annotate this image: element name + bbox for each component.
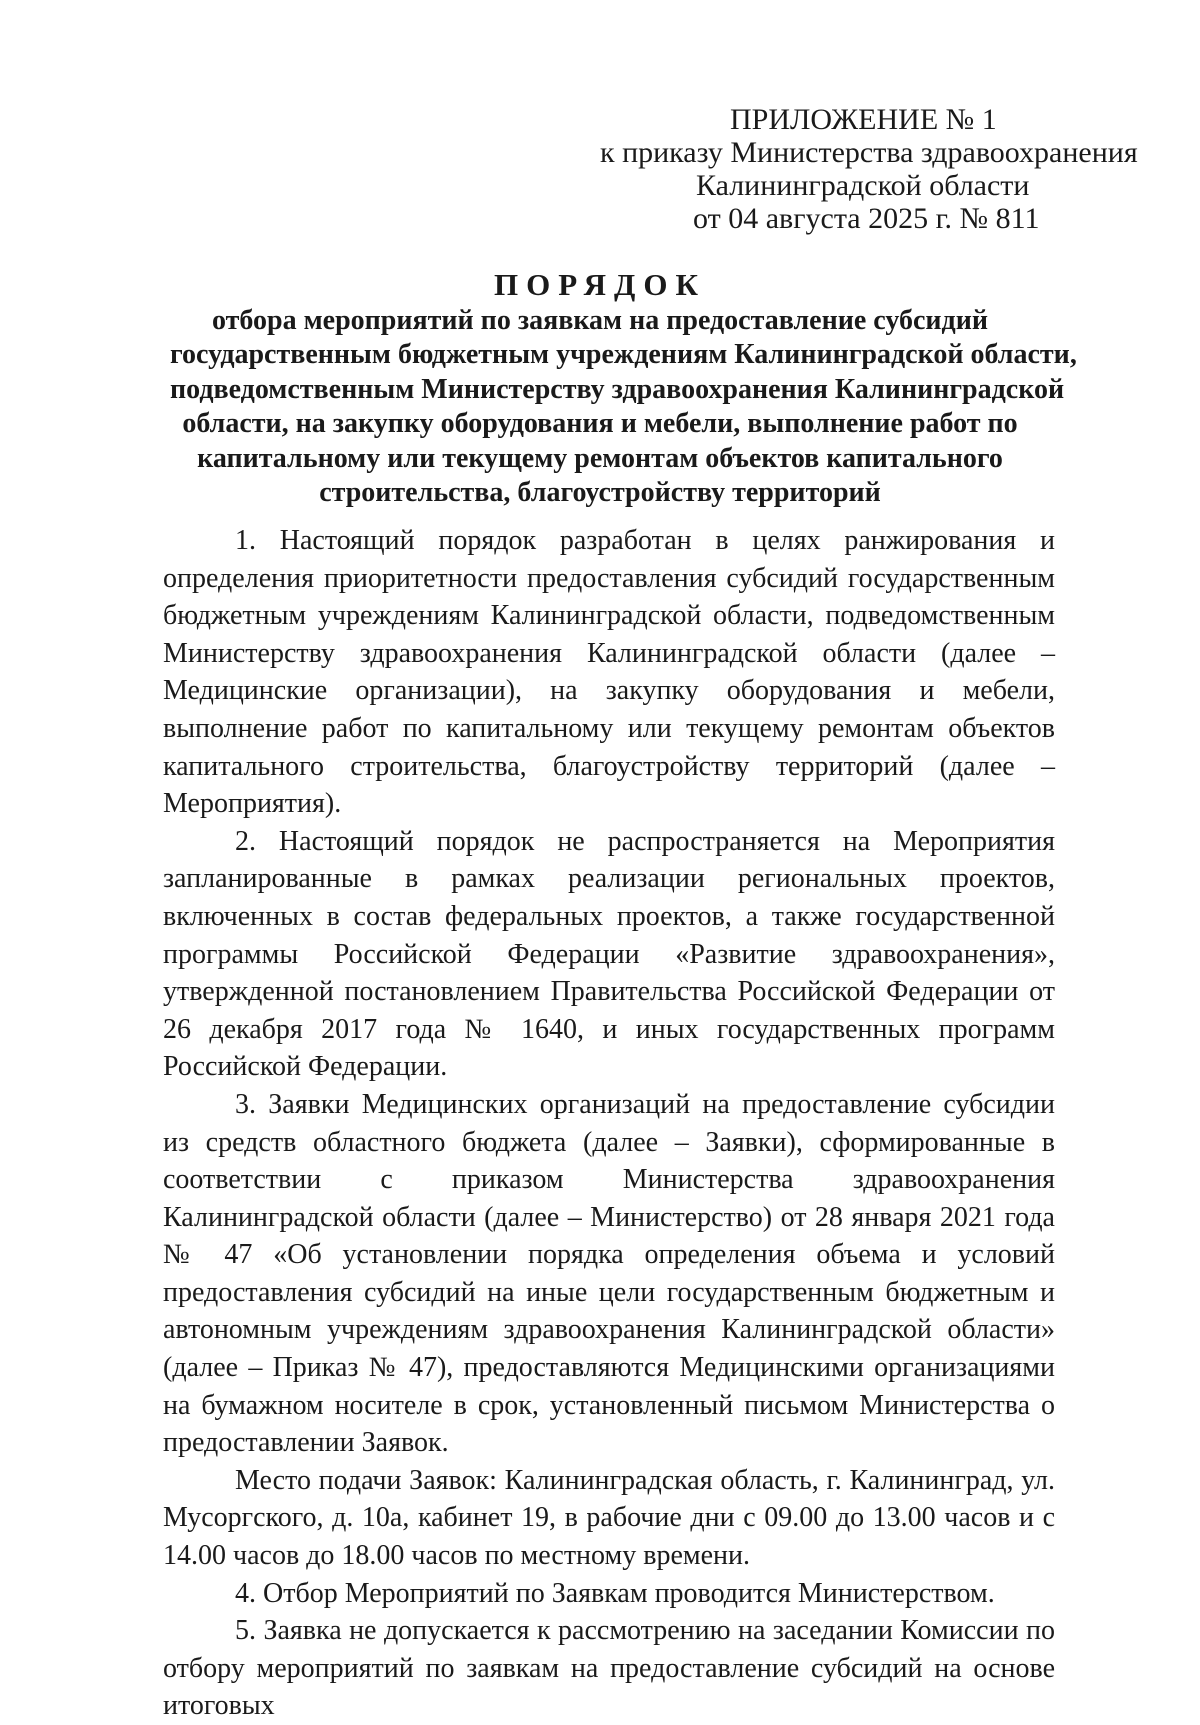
- appendix-region: Калининградской области: [696, 169, 1030, 202]
- document-body: [163, 522, 1055, 1725]
- subtitle-line: капитальному или текущему ремонтам объектов капитального: [197, 442, 1003, 474]
- appendix-number: ПРИЛОЖЕНИЕ № 1: [730, 103, 997, 136]
- subtitle-line: отбора мероприятий по заявкам на предоставление субсидий: [212, 305, 988, 336]
- document-subtitle: [170, 304, 1077, 510]
- paragraph-5: 5. Заявка не допускается к рассмотрению на заседании Комиссии по отбору мероприятий по заявкам на предоставление субсидий на основе итоговых: [163, 1615, 1055, 1722]
- paragraph-address: Место подачи Заявок: Калининградская область, г. Калининград, ул. Мусоргского, д. 10а, кабинет 19, в рабочие дни с 09.00 до 13.00 часов и с 14.00 часов до 18.00 часов по местному времени.: [163, 1464, 1055, 1572]
- appendix-date: от 04 августа 2025 г. № 811: [693, 202, 1040, 235]
- subtitle-line: области, на закупку оборудования и мебели, выполнение работ по: [182, 408, 1018, 440]
- paragraph-2: 2. Настоящий порядок не распространяется на Мероприятия запланированные в рамках реализации региональных проектов, включенных в состав федеральных проектов, а также государственной программы Российской Федерации «Развитие здравоохранения», утвержденной постановлением Правительства Российской Федерации от 26 декабря 2017 года № 1640, и иных государственных программ Российской Федерации.: [163, 825, 1055, 1083]
- appendix-header: [600, 103, 1138, 235]
- paragraph-3: 3. Заявки Медицинских организаций на предоставление субсидии из средств областного бюджета (далее – Заявки), сформированные в соответствии с приказом Министерства здравоохранения Калининградской области (далее – Министерство) от 28 января 2021 года № 47 «Об установлении порядка определения объема и условий предоставления субсидий на иные цели государственным бюджетным и автономным учреждениям здравоохранения Калининградской области» (далее – Приказ № 47), предоставляются Медицинскими организациями на бумажном носителе в срок, установленный письмом Министерства о предоставлении Заявок.: [163, 1088, 1055, 1459]
- appendix-order-reference: к приказу Министерства здравоохранения: [600, 136, 1138, 169]
- paragraph-1: 1. Настоящий порядок разработан в целях ранжирования и определения приоритетности предоставления субсидий государственным бюджетным учреждениям Калининградской области, подведомственным Министерству здравоохранения Калининградской области (далее – Медицинские организации), на закупку оборудования и мебели, выполнение работ по капитальному или текущему ремонтам объектов капитального строительства, благоустройству территорий (далее – Мероприятия).: [163, 525, 1055, 820]
- document-title: ПОРЯДОК: [494, 267, 706, 302]
- subtitle-line: строительства, благоустройству территорий: [319, 477, 881, 509]
- paragraph-4: 4. Отбор Мероприятий по Заявкам проводится Министерством.: [235, 1577, 995, 1609]
- subtitle-line: государственным бюджетным учреждениям Калининградской области,: [170, 339, 1077, 371]
- subtitle-line: подведомственным Министерству здравоохранения Калининградской: [170, 373, 1065, 405]
